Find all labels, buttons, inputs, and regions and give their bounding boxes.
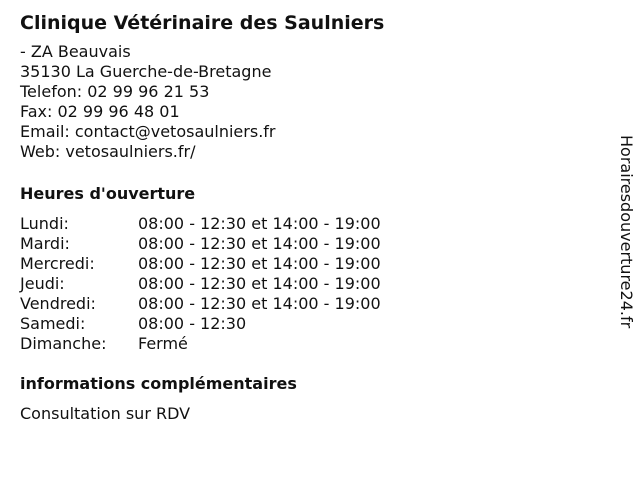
hours-row-monday (20, 214, 381, 234)
address-line2: 35130 La Guerche-de-Bretagne (20, 62, 272, 81)
hours-row-tuesday (20, 234, 381, 254)
hours-list (20, 214, 381, 354)
day-label: Lundi: (20, 214, 69, 233)
time-range: Fermé (138, 334, 188, 353)
time-range: 08:00 - 12:30 et 14:00 - 19:00 (138, 214, 381, 233)
info-heading: informations complémentaires (20, 374, 297, 393)
web-line: Web: vetosaulniers.fr/ (20, 142, 196, 161)
hours-row-thursday (20, 274, 381, 294)
address-line1: - ZA Beauvais (20, 42, 131, 61)
time-range: 08:00 - 12:30 et 14:00 - 19:00 (138, 234, 381, 253)
hours-row-friday (20, 294, 381, 314)
day-label: Jeudi: (20, 274, 65, 293)
time-range: 08:00 - 12:30 (138, 314, 247, 333)
hours-row-saturday (20, 314, 381, 334)
day-label: Mardi: (20, 234, 70, 253)
info-text: Consultation sur RDV (20, 404, 191, 423)
day-label: Dimanche: (20, 334, 107, 353)
time-range: 08:00 - 12:30 et 14:00 - 19:00 (138, 274, 381, 293)
hours-heading: Heures d'ouverture (20, 184, 196, 203)
hours-row-sunday (20, 334, 381, 354)
clinic-name: Clinique Vétérinaire des Saulniers (20, 12, 385, 34)
time-range: 08:00 - 12:30 et 14:00 - 19:00 (138, 294, 381, 313)
day-label: Samedi: (20, 314, 86, 333)
email-line: Email: contact@vetosaulniers.fr (20, 122, 276, 141)
hours-row-wednesday (20, 254, 381, 274)
clinic-card (20, 10, 610, 423)
phone-line: Telefon: 02 99 96 21 53 (20, 82, 210, 101)
time-range: 08:00 - 12:30 et 14:00 - 19:00 (138, 254, 381, 273)
contact-block (20, 42, 610, 162)
day-label: Mercredi: (20, 254, 95, 273)
fax-line: Fax: 02 99 96 48 01 (20, 102, 180, 121)
site-brand-vertical: Horairesdouverture24.fr (617, 135, 636, 329)
day-label: Vendredi: (20, 294, 96, 313)
